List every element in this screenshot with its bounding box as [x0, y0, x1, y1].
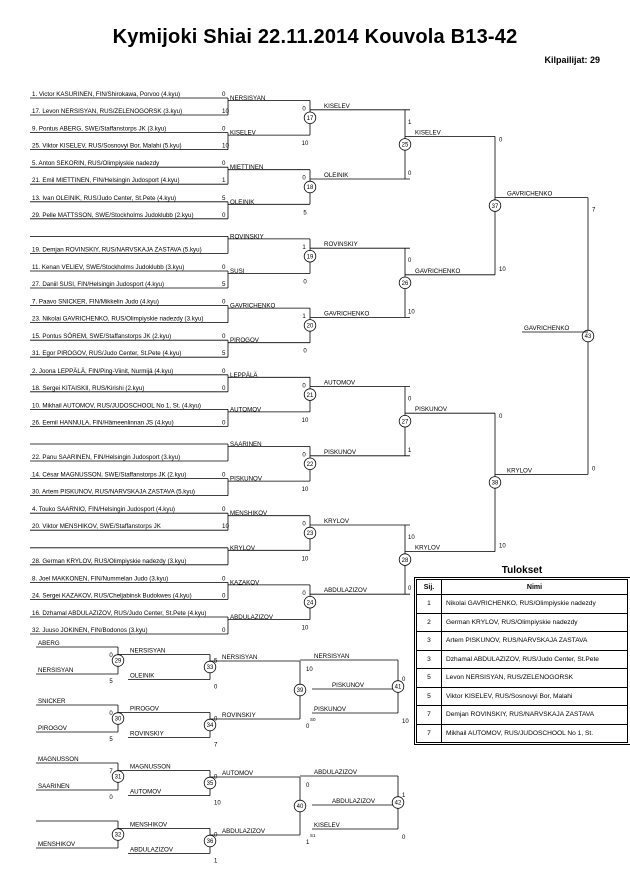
round1-winner: PIROGOV [230, 337, 259, 345]
round1-winner: SAARINEN [230, 441, 262, 448]
competitor-entry: 18. Sergei KITAISKII, RUS/Kirishi (2.kyu) [32, 384, 145, 392]
entry-score: 0 [222, 627, 226, 634]
match-number: 22 [306, 462, 314, 468]
match-score: 1 [214, 858, 218, 865]
champion: GAVRICHENKO [524, 325, 570, 332]
match-number: 40 [296, 804, 304, 811]
competitor-entry: 31. Egor PIROGOV, RUS/Judo Center, St.Pete (4.kyu) [32, 350, 182, 358]
results-name: Viktor KISELEV, RUS/Sosnovyi Bor, Malahi [442, 687, 628, 706]
competitor-entry: 23. Nikolai GAVRICHENKO, RUS/Olimpiyskie nadezdy (3.kyu) [32, 315, 204, 323]
match-score: 0 [302, 106, 306, 113]
match-score: 1 [302, 244, 306, 251]
competitor-entry: 19. Demjan ROVINSKIY, RUS/NARVSKAJA ZASTAVA (5.kyu) [32, 246, 202, 254]
bronze-marker: S1 [310, 833, 316, 838]
round2-winner: KISELEV [324, 102, 350, 110]
results-heading: Tulokset [501, 565, 543, 576]
repechage-entry: AUTOMOV [130, 788, 162, 796]
match-score: 0 [408, 171, 412, 177]
competitor-entry: 24. Sergei KAZAKOV, RUS/Cheljabinsk Budokwes (4.kyu) [32, 592, 192, 600]
results-name: Dzhamal ABDULAZIZOV, RUS/Judo Center, St.Pete [442, 650, 628, 669]
round1-winner: SUSI [230, 268, 245, 275]
match-score: 0 [302, 590, 306, 597]
repechage-entry: OLEINIK [130, 672, 155, 680]
participant-count: Kilpailijat: 29 [544, 55, 600, 65]
round1-winner: LEPPÄLÄ [230, 371, 258, 379]
match-number: 36 [206, 839, 214, 846]
entry-score: 1 [222, 177, 226, 185]
match-score: 0 [306, 724, 310, 730]
match-number: 31 [114, 774, 122, 781]
match-score: 0 [402, 677, 406, 683]
match-score: 5 [303, 210, 307, 217]
competitor-entry: 25. Viktor KISELEV, RUS/Sosnovyi Bor, Malahi (5.kyu) [32, 142, 182, 150]
round1-winner: ROVINSKIY [230, 233, 264, 241]
competitor-entry: 32. Juuso JOKINEN, FIN/Bodonos (3.kyu) [32, 627, 148, 634]
results-name: German KRYLOV, RUS/Olimpiyskie nadezdy [442, 613, 628, 632]
match-number: 19 [306, 254, 314, 261]
match-score: 7 [592, 207, 596, 214]
match-score: 0 [402, 835, 406, 841]
competitor-entry: 7. Paavo SNICKER, FIN/Mikkelin Judo (4.kyu) [32, 298, 159, 306]
match-score: 0 [408, 258, 412, 265]
results-row [417, 687, 628, 706]
repechage-entry: MENSHIKOV [38, 841, 76, 848]
page-title: Kymijoki Shiai 22.11.2014 Kouvola B13-42 [112, 26, 518, 48]
repechage-winner: NERSISYAN [130, 647, 166, 655]
repechage-entry: ABERG [38, 640, 60, 647]
bronze-entry: PISKUNOV [314, 706, 346, 713]
match-number: 28 [401, 557, 409, 564]
match-score: 10 [408, 309, 415, 316]
bronze-entry: KISELEV [314, 822, 340, 829]
match-score: 0 [214, 684, 218, 691]
match-score: 10 [402, 719, 409, 725]
match-score: 1 [402, 793, 406, 799]
match-number: 25 [401, 142, 409, 149]
match-score: 0 [109, 653, 113, 659]
results-place: 3 [417, 650, 442, 669]
round4-winner: GAVRICHENKO [507, 190, 553, 198]
match-number: 43 [584, 334, 592, 341]
match-number: 17 [306, 116, 314, 122]
match-score: 1 [408, 119, 412, 126]
match-number: 35 [206, 781, 214, 788]
match-number: 21 [306, 392, 314, 399]
match-number: 20 [306, 323, 314, 330]
match-score: 0 [303, 348, 307, 355]
entry-score: 0 [222, 264, 226, 271]
round1-winner: KISELEV [230, 129, 256, 137]
competitor-entry: 17. Levon NERSISYAN, RUS/ZELENOGORSK (3.kyu) [32, 108, 183, 115]
repechage-entry: NERSISYAN [38, 667, 74, 674]
match-score: 0 [499, 414, 503, 421]
repechage-entry: ROVINSKIY [130, 730, 164, 738]
match-score: 0 [303, 279, 307, 286]
repechage-winner: MENSHIKOV [130, 821, 168, 829]
results-place: 1 [417, 595, 442, 614]
competitor-entry: 4. Touko SAARNIO, FIN/Helsingin Judosport (4.kyu) [32, 506, 175, 514]
entry-score: 10 [222, 108, 229, 115]
results-col-name: Nimi [442, 580, 628, 595]
round1-winner: ABDULAZIZOV [230, 614, 273, 621]
repechage-winner: AUTOMOV [222, 770, 254, 777]
round2-winner: ABDULAZIZOV [324, 587, 367, 595]
results-place: 2 [417, 613, 442, 632]
match-score: 0 [302, 383, 306, 390]
competitor-entry: 20. Viktor MENSHIKOV, SWE/Staffanstorps JK [32, 523, 161, 531]
match-score: 10 [301, 487, 309, 494]
competitor-entry: 8. Joel MAKKONEN, FIN/Nummelan Judo (3.kyu) [32, 575, 169, 583]
entry-score: 0 [222, 91, 226, 98]
match-score: 10 [301, 556, 309, 563]
match-score: 10 [408, 535, 415, 541]
match-number: 41 [394, 684, 402, 691]
results-header-row [417, 580, 628, 595]
repechage-winner: ABDULAZIZOV [314, 769, 357, 776]
entry-score: 10 [222, 142, 229, 150]
round2-winner: AUTOMOV [324, 379, 356, 387]
round1-winner: NERSISYAN [230, 95, 266, 102]
match-score: 10 [499, 266, 506, 273]
results-name: Mikhail AUTOMOV, RUS/JUDOSCHOOL No 1, St. [442, 724, 628, 743]
entry-score: 0 [222, 506, 226, 514]
competitor-entry: 27. Daniil SUSI, FIN/Helsingin Judosport (4.kyu) [32, 281, 165, 288]
round2-winner: ROVINSKIY [324, 241, 358, 249]
round3-winner: PISKUNOV [415, 406, 447, 414]
competitor-entry: 11. Kenan VELIEV, SWE/Stockholms Judoklubb (3.kyu) [32, 264, 185, 271]
match-number: 39 [296, 688, 304, 695]
match-number: 30 [114, 716, 122, 723]
results-place: 7 [417, 706, 442, 725]
repechage-entry: PIROGOV [38, 725, 67, 732]
match-score: 0 [302, 175, 306, 182]
results-table [416, 579, 628, 743]
repechage-winner: ROVINSKIY [222, 712, 256, 719]
competitor-entry: 10. Mikhail AUTOMOV, RUS/JUDOSCHOOL No 1, St. (4.kyu) [32, 402, 201, 410]
entry-score: 0 [222, 384, 226, 392]
competitor-entry: 2. Joona LEPPÄLÄ, FIN/Ping-Viinit, Nurmijä (4.kyu) [32, 367, 174, 375]
match-number: 33 [206, 665, 214, 672]
repechage-winner: PIROGOV [130, 705, 159, 713]
round2-winner: OLEINIK [324, 172, 349, 179]
repechage-winner: MAGNUSSON [130, 763, 171, 771]
entry-score: 5 [222, 350, 226, 358]
results-place: 5 [417, 687, 442, 706]
results-name: Artem PISKUNOV, RUS/NARVSKAJA ZASTAVA [442, 632, 628, 651]
entry-score: 0 [222, 298, 226, 306]
round3-winner: GAVRICHENKO [415, 267, 461, 275]
competitor-entry: 13. Ivan OLEINIK, RUS/Judo Center, St.Pete (4.kyu) [32, 194, 177, 202]
results-place: 7 [417, 724, 442, 743]
results-name: Levon NERSISYAN, RUS/ZELENOGORSK [442, 669, 628, 688]
repechage-winner: NERSISYAN [222, 654, 258, 661]
entry-score: 0 [222, 419, 226, 427]
match-score: 7 [109, 769, 113, 775]
competitor-entry: 5. Anton SEKORIN, RUS/Olimpiyskie nadezdy [32, 160, 160, 168]
entry-score: 0 [222, 471, 226, 479]
entry-score: 0 [222, 367, 226, 375]
entry-score: 0 [222, 125, 226, 133]
repechage-winner: NERSISYAN [314, 653, 350, 660]
repechage-entry: SAARINEN [38, 783, 70, 790]
match-score: 0 [408, 586, 412, 593]
match-number: 18 [306, 185, 314, 192]
match-score: 0 [214, 774, 218, 781]
match-score: 10 [301, 417, 309, 424]
entry-score: 0 [222, 575, 226, 583]
round1-winner: MENSHIKOV [230, 510, 268, 518]
competitor-entry: 28. German KRYLOV, RUS/Olimpiyskie nadezdy (3.kyu) [32, 557, 187, 565]
competitor-entry: 16. Dzhamal ABDULAZIZOV, RUS/Judo Center, St.Pete (4.kyu) [32, 610, 207, 617]
competitor-entry: 15. Pontus SÖREM, SWE/Staffanstorps JK (2.kyu) [32, 333, 172, 341]
match-score: 7 [214, 742, 218, 749]
entry-score: 0 [222, 592, 226, 600]
bronze-entry: ABDULAZIZOV [332, 798, 375, 805]
match-score: 5 [109, 737, 113, 743]
bronze-entry: PISKUNOV [332, 682, 364, 689]
match-number: 32 [114, 832, 122, 839]
results-row [417, 724, 628, 743]
entry-score: 0 [222, 211, 226, 219]
competitor-entry: 26. Eemil HANNULA, FIN/Hämeenlinnan JS (4.kyu) [32, 419, 174, 427]
results-place: 3 [417, 632, 442, 651]
match-number: 37 [491, 203, 499, 210]
round3-winner: KRYLOV [415, 544, 440, 552]
entry-score: 0 [222, 333, 226, 341]
competitor-entry: 1. Victor KASURINEN, FIN/Shirokawa, Porvoo (4.kyu) [32, 91, 181, 98]
round1-winner: KAZAKOV [230, 579, 260, 587]
match-number: 26 [401, 281, 409, 287]
match-score: 10 [301, 625, 309, 632]
entry-score: 5 [222, 281, 226, 288]
repechage-winner: ABDULAZIZOV [222, 828, 265, 835]
competitor-entry: 29. Pelle MATTSSON, SWE/Stockholms Judoklubb (2.kyu) [32, 211, 194, 219]
match-score: 1 [302, 314, 306, 321]
match-number: 38 [491, 480, 499, 487]
entry-score: 0 [222, 160, 226, 168]
match-score: 1 [306, 840, 310, 846]
match-number: 24 [306, 600, 314, 607]
round2-winner: GAVRICHENKO [324, 310, 370, 318]
round1-winner: PISKUNOV [230, 475, 262, 483]
match-number: 42 [394, 800, 402, 807]
repechage-entry: ABDULAZIZOV [130, 846, 173, 854]
match-score: 0 [214, 716, 218, 723]
match-score: 10 [214, 800, 221, 807]
round2-winner: KRYLOV [324, 518, 349, 525]
competitor-entry: 22. Panu SAARINEN, FIN/Helsingin Judosport (3.kyu) [32, 454, 181, 461]
entry-score: 10 [222, 523, 229, 531]
match-score: 0 [306, 783, 310, 789]
competitor-entry: 14. César MAGNUSSON, SWE/Staffanstorps JK (2.kyu) [32, 471, 187, 479]
repechage-entry: SNICKER [38, 698, 66, 705]
match-score: 10 [306, 667, 313, 673]
match-number: 34 [206, 723, 214, 730]
results-row [417, 595, 628, 614]
round1-winner: MIETTINEN [230, 164, 264, 172]
match-score: 5 [214, 658, 218, 665]
results-col-place: Sij. [417, 580, 442, 595]
round1-winner: OLEINIK [230, 198, 255, 206]
repechage-entry: MAGNUSSON [38, 756, 79, 763]
results-row [417, 632, 628, 651]
match-score: 0 [302, 452, 306, 459]
match-number: 23 [306, 531, 314, 538]
match-score: 10 [301, 141, 309, 148]
match-number: 27 [401, 419, 409, 426]
entry-score: 5 [222, 194, 226, 202]
round4-winner: KRYLOV [507, 467, 532, 475]
results-row [417, 650, 628, 669]
results-row [417, 669, 628, 688]
competitor-entry: 30. Artem PISKUNOV, RUS/NARVSKAJA ZASTAVA (5.kyu) [32, 488, 195, 496]
match-score: 0 [592, 466, 596, 473]
round2-winner: PISKUNOV [324, 448, 356, 456]
match-number: 29 [114, 658, 122, 665]
round3-winner: KISELEV [415, 129, 441, 137]
round1-winner: AUTOMOV [230, 406, 262, 414]
match-score: 1 [408, 447, 412, 454]
match-score: 10 [499, 543, 506, 550]
round1-winner: GAVRICHENKO [230, 302, 276, 310]
competitor-entry: 21. Emil MIETTINEN, FIN/Helsingin Judosport (4.kyu) [32, 177, 180, 185]
results-row [417, 706, 628, 725]
match-score: 0 [499, 137, 503, 144]
competitor-entry: 9. Pontus ABERG, SWE/Staffanstorps JK (3.kyu) [32, 125, 167, 133]
match-score: 5 [109, 679, 113, 685]
match-score: 0 [302, 521, 306, 528]
bronze-marker: S0 [310, 717, 316, 722]
match-score: 0 [408, 396, 412, 403]
match-score: 0 [109, 795, 113, 801]
results-place: 5 [417, 669, 442, 688]
results-name: Nikolai GAVRICHENKO, RUS/Olimpiyskie nadezdy [442, 595, 628, 614]
match-score: 0 [214, 832, 218, 839]
match-score: 0 [109, 711, 113, 717]
results-row [417, 613, 628, 632]
round1-winner: KRYLOV [230, 544, 255, 552]
results-name: Demjan ROVINSKIY, RUS/NARVSKAJA ZASTAVA [442, 706, 628, 725]
